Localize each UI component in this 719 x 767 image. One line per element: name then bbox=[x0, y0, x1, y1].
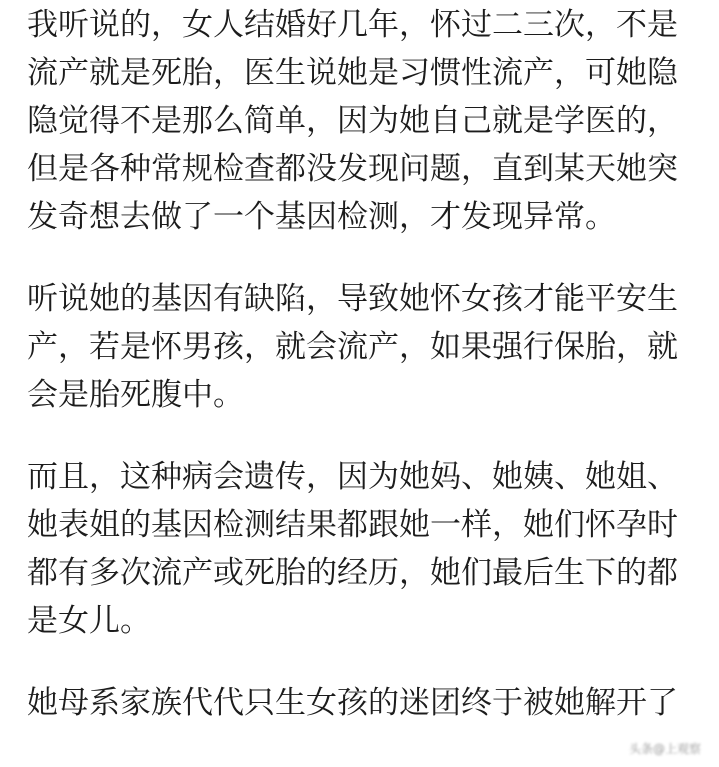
paragraph-1-line-5: 发奇想去做了一个基因检测，才发现异常。 bbox=[27, 199, 616, 235]
paragraph-3-line-4: 是女儿。 bbox=[27, 603, 151, 639]
paragraph-4-line-1: 她母系家族代代只生女孩的迷团终于被她解开了 bbox=[27, 685, 678, 721]
paragraph-3-line-1: 而且，这种病会遗传，因为她妈、她姨、她姐、 bbox=[27, 459, 678, 495]
paragraph-2-line-2: 产，若是怀男孩，就会流产，如果强行保胎，就 bbox=[27, 329, 678, 365]
paragraph-1-line-2: 流产就是死胎，医生说她是习惯性流产，可她隐 bbox=[27, 55, 678, 91]
paragraph-2-line-1: 听说她的基因有缺陷，导致她怀女孩才能平安生 bbox=[27, 281, 678, 317]
paragraph-1-line-1: 我听说的，女人结婚好几年，怀过二三次，不是 bbox=[27, 7, 678, 43]
paragraph-3-line-2: 她表姐的基因检测结果都跟她一样，她们怀孕时 bbox=[27, 507, 678, 543]
paragraph-2-line-3: 会是胎死腹中。 bbox=[27, 377, 244, 413]
paragraph-1-line-3: 隐觉得不是那么简单，因为她自己就是学医的， bbox=[27, 103, 678, 139]
paragraph-1-line-4: 但是各种常规检查都没发现问题，直到某天她突 bbox=[27, 151, 678, 187]
paragraph-3-line-3: 都有多次流产或死胎的经历，她们最后生下的都 bbox=[27, 555, 678, 591]
watermark: 头条@上观察 bbox=[628, 742, 701, 756]
